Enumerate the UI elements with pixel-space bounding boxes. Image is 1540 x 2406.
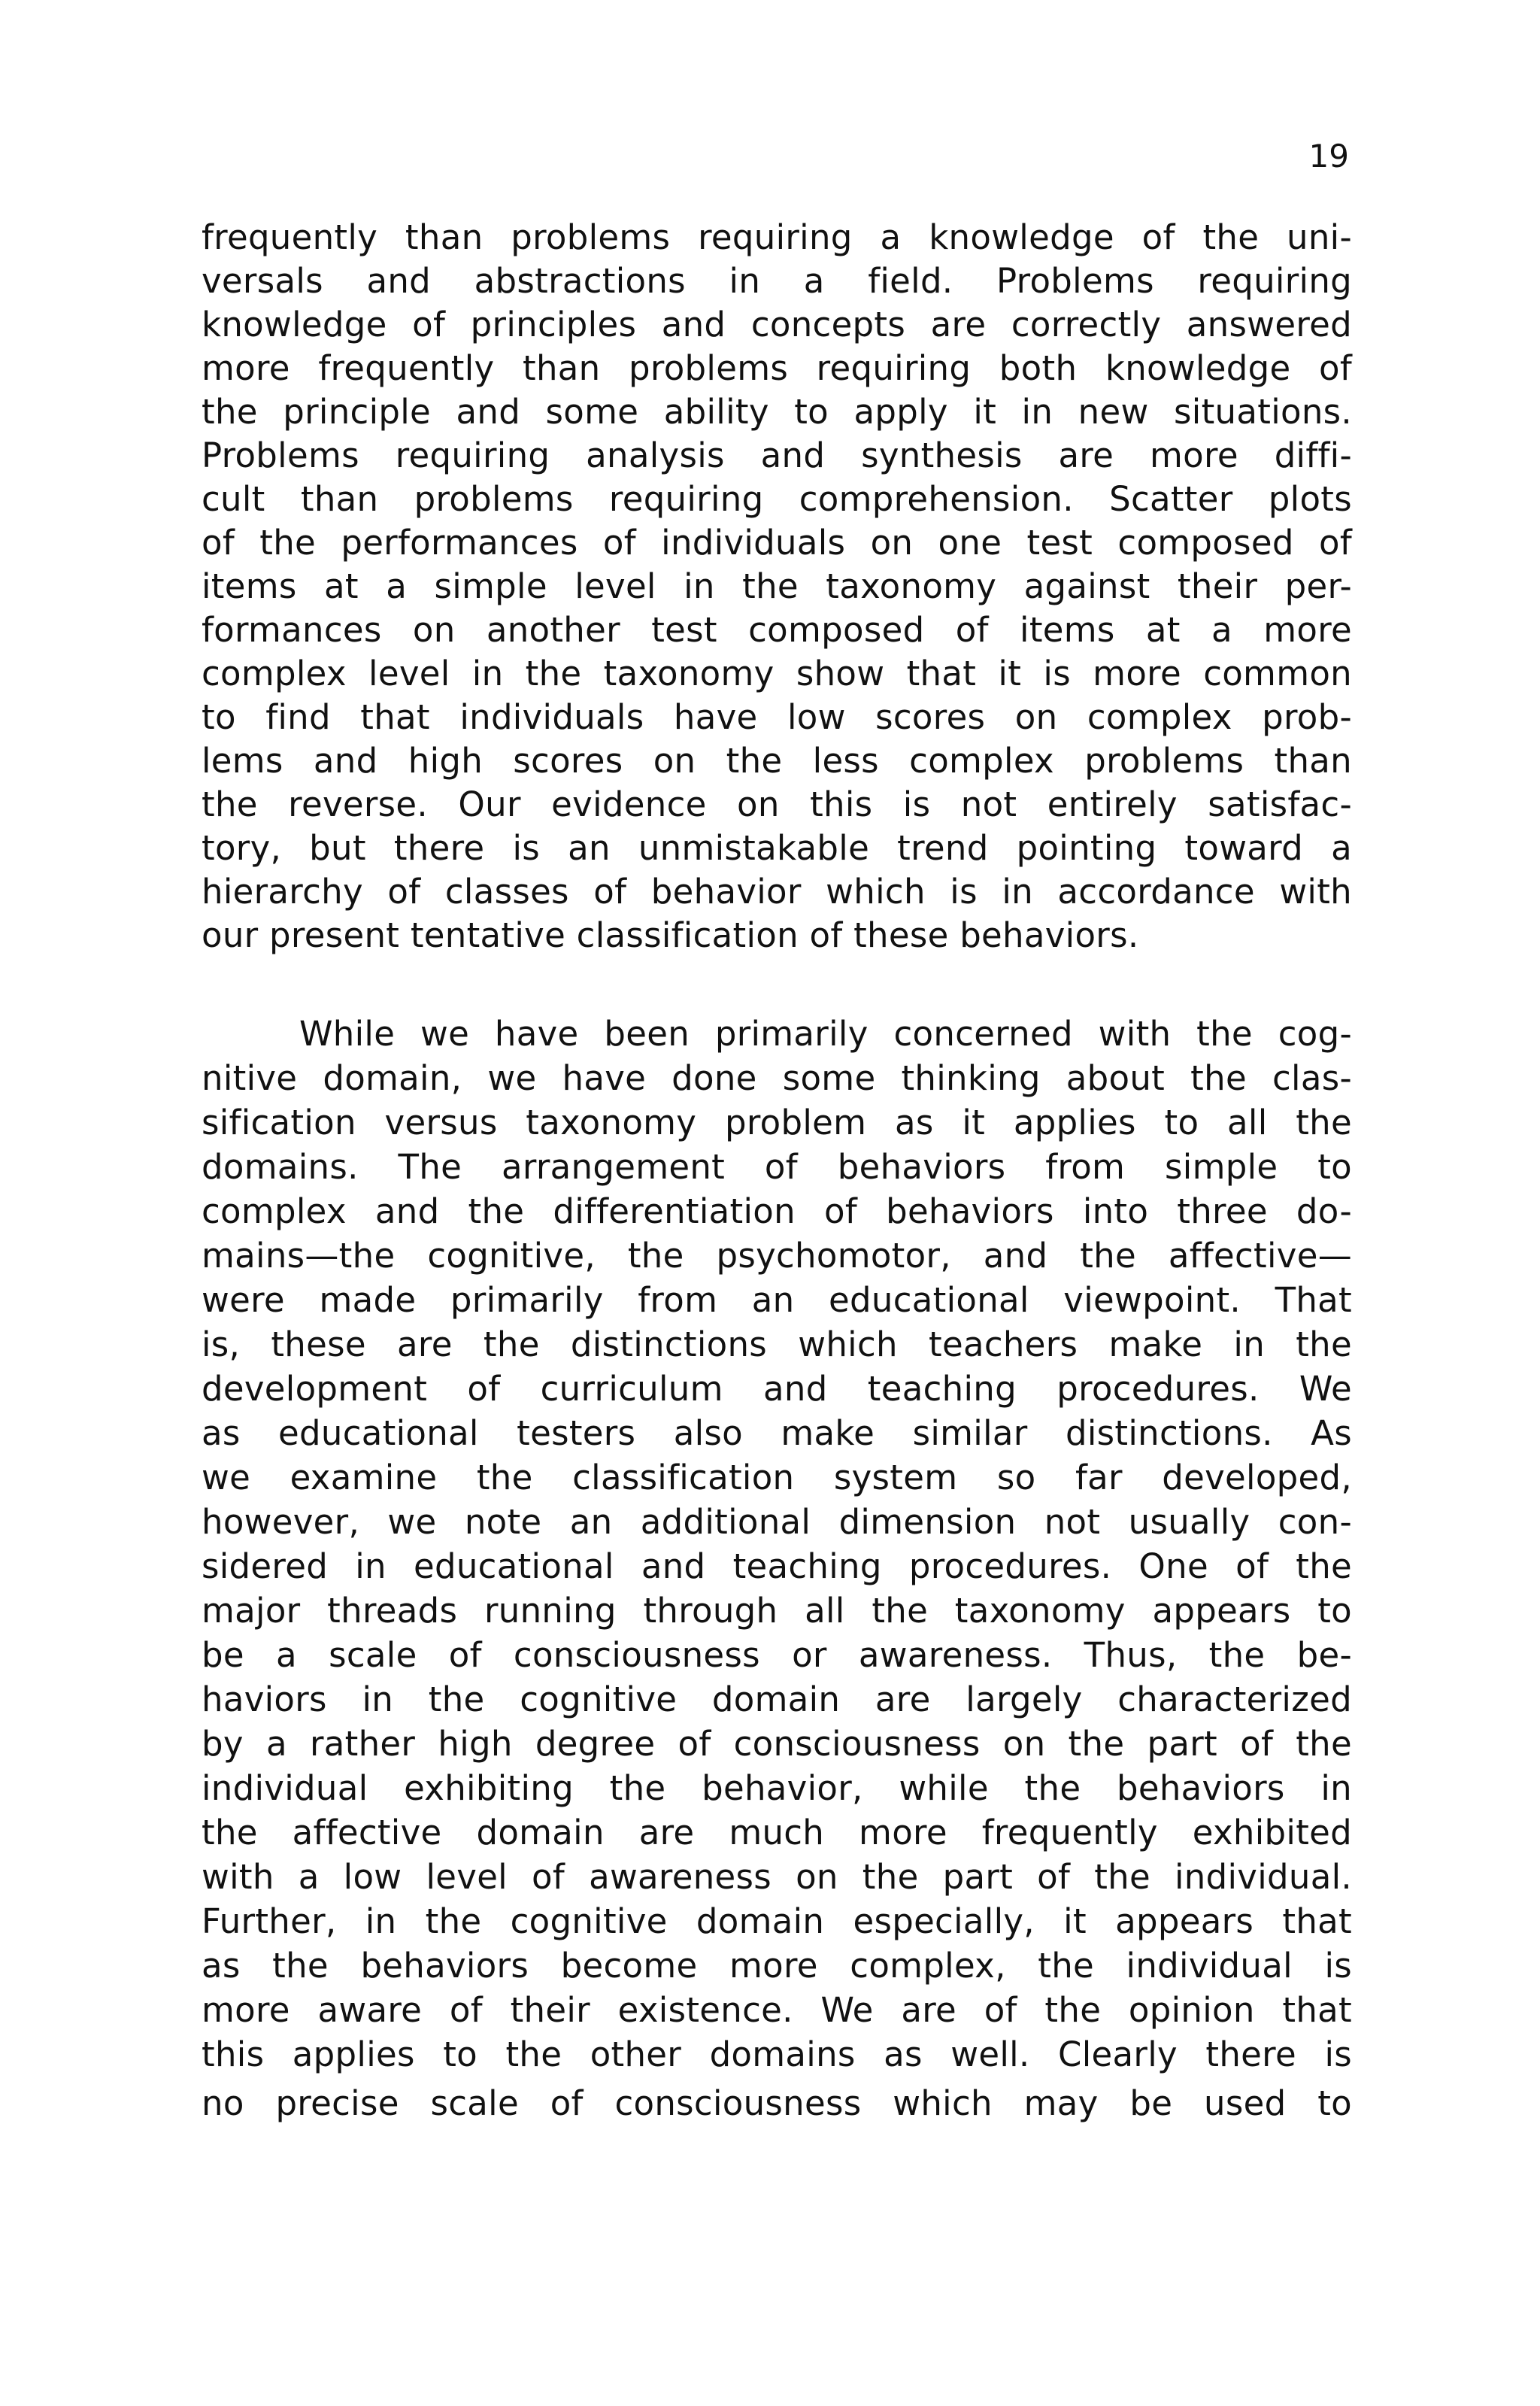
text-line: hierarchy of classes of behavior which is in accordance with bbox=[202, 872, 1352, 912]
text-line: complex level in the taxonomy show that it is more common bbox=[202, 654, 1352, 693]
text-line: the reverse. Our evidence on this is not entirely satisfac- bbox=[202, 784, 1352, 824]
text-line: frequently than problems requiring a knowledge of the uni- bbox=[202, 217, 1352, 257]
text-line: however, we note an additional dimension not usually con- bbox=[202, 1502, 1352, 1542]
text-line: domains. The arrangement of behaviors from simple to bbox=[202, 1147, 1352, 1187]
page-number: 19 bbox=[1308, 138, 1349, 174]
text-line: While we have been primarily concerned with the cog- bbox=[299, 1014, 1352, 1054]
text-line: cult than problems requiring comprehension. Scatter plots bbox=[202, 479, 1352, 519]
text-line: individual exhibiting the behavior, while the behaviors in bbox=[202, 1768, 1352, 1808]
text-line: be a scale of consciousness or awareness. Thus, the be- bbox=[202, 1635, 1352, 1675]
text-line: our present tentative classification of these behaviors. bbox=[202, 915, 1139, 955]
text-line: lems and high scores on the less complex problems than bbox=[202, 741, 1352, 781]
text-line: haviors in the cognitive domain are largely characterized bbox=[202, 1679, 1352, 1719]
text-line: more frequently than problems requiring both knowledge of bbox=[202, 348, 1352, 388]
text-line: as educational testers also make similar distinctions. As bbox=[202, 1413, 1352, 1453]
text-line: sidered in educational and teaching procedures. One of the bbox=[202, 1546, 1352, 1586]
text-line: sification versus taxonomy problem as it applies to all the bbox=[202, 1103, 1352, 1142]
text-line: tory, but there is an unmistakable trend pointing toward a bbox=[202, 828, 1352, 868]
text-line: items at a simple level in the taxonomy against their per- bbox=[202, 566, 1352, 606]
text-line: development of curriculum and teaching procedures. We bbox=[202, 1369, 1352, 1409]
text-line: formances on another test composed of items at a more bbox=[202, 610, 1352, 650]
text-line: this applies to the other domains as well. Clearly there is bbox=[202, 2034, 1352, 2074]
text-line: the affective domain are much more frequently exhibited bbox=[202, 1813, 1352, 1852]
text-line: more aware of their existence. We are of the opinion that bbox=[202, 1990, 1352, 2030]
text-line: to find that individuals have low scores on complex prob- bbox=[202, 697, 1352, 737]
text-line: by a rather high degree of consciousness on the part of the bbox=[202, 1724, 1352, 1764]
text-line: Problems requiring analysis and synthesis are more diffi- bbox=[202, 435, 1352, 475]
text-line: no precise scale of consciousness which may be used to bbox=[202, 2083, 1352, 2123]
text-line: complex and the differentiation of behaviors into three do- bbox=[202, 1191, 1352, 1231]
text-line: knowledge of principles and concepts are correctly answered bbox=[202, 305, 1352, 344]
text-line: is, these are the distinctions which teachers make in the bbox=[202, 1324, 1352, 1364]
text-line: Further, in the cognitive domain especially, it appears that bbox=[202, 1901, 1352, 1941]
text-line: were made primarily from an educational viewpoint. That bbox=[202, 1280, 1352, 1320]
text-line: the principle and some ability to apply it in new situations. bbox=[202, 392, 1352, 432]
text-line: of the performances of individuals on one test composed of bbox=[202, 523, 1352, 563]
text-line: we examine the classification system so far developed, bbox=[202, 1458, 1352, 1497]
text-line: major threads running through all the taxonomy appears to bbox=[202, 1591, 1352, 1631]
text-line: mains—the cognitive, the psychomotor, and the affective— bbox=[202, 1236, 1352, 1276]
text-line: versals and abstractions in a field. Problems requiring bbox=[202, 261, 1352, 301]
text-line: as the behaviors become more complex, the individual is bbox=[202, 1946, 1352, 1986]
text-line: with a low level of awareness on the part of the individual. bbox=[202, 1857, 1352, 1897]
text-line: nitive domain, we have done some thinking about the clas- bbox=[202, 1058, 1352, 1098]
